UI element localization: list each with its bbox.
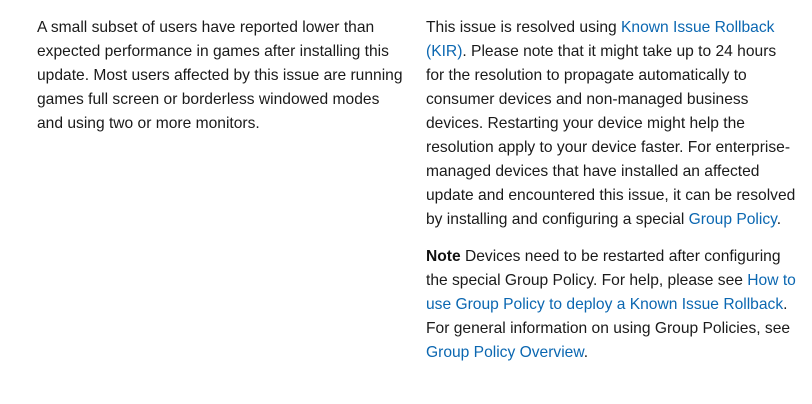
resolution-text-1: This issue is resolved using — [426, 19, 622, 36]
symptom-column — [37, 16, 407, 136]
group-policy-overview-link[interactable]: Group Policy Overview — [426, 344, 584, 361]
workaround-column — [426, 16, 798, 365]
resolution-text-2: . Please note that it might take up to 24 hours for the resolution to propagate automatically to consumer devices and non-managed business devices. Restarting your device might help the resolution apply to your device faster. For enterprise-managed devices that have installed an affected update and encountered this issue, it can be resolved by installing and configuring a special — [426, 43, 796, 228]
note-text-3: . — [583, 344, 589, 361]
group-policy-link[interactable]: Group Policy — [688, 211, 777, 228]
symptom-description: A small subset of users have reported lower than expected performance in games after installing this update. Most users affected by this issue are running games full screen or borderless windowed modes and using two or more monitors. — [37, 19, 403, 132]
note-text-1: Devices need to be restarted after configuring the special Group Policy. For help, please see — [426, 248, 781, 289]
note-label: Note — [426, 248, 461, 265]
resolution-text-3: . — [776, 211, 782, 228]
kir-link[interactable]: Known Issue Rollback (KIR) — [426, 19, 775, 60]
how-to-kir-link[interactable]: How to use Group Policy to deploy a Known Issue Rollback — [426, 272, 796, 313]
note-paragraph — [426, 245, 798, 365]
note-text-2: . For general information on using Group Policies, see — [426, 296, 791, 337]
resolution-paragraph — [426, 16, 798, 232]
